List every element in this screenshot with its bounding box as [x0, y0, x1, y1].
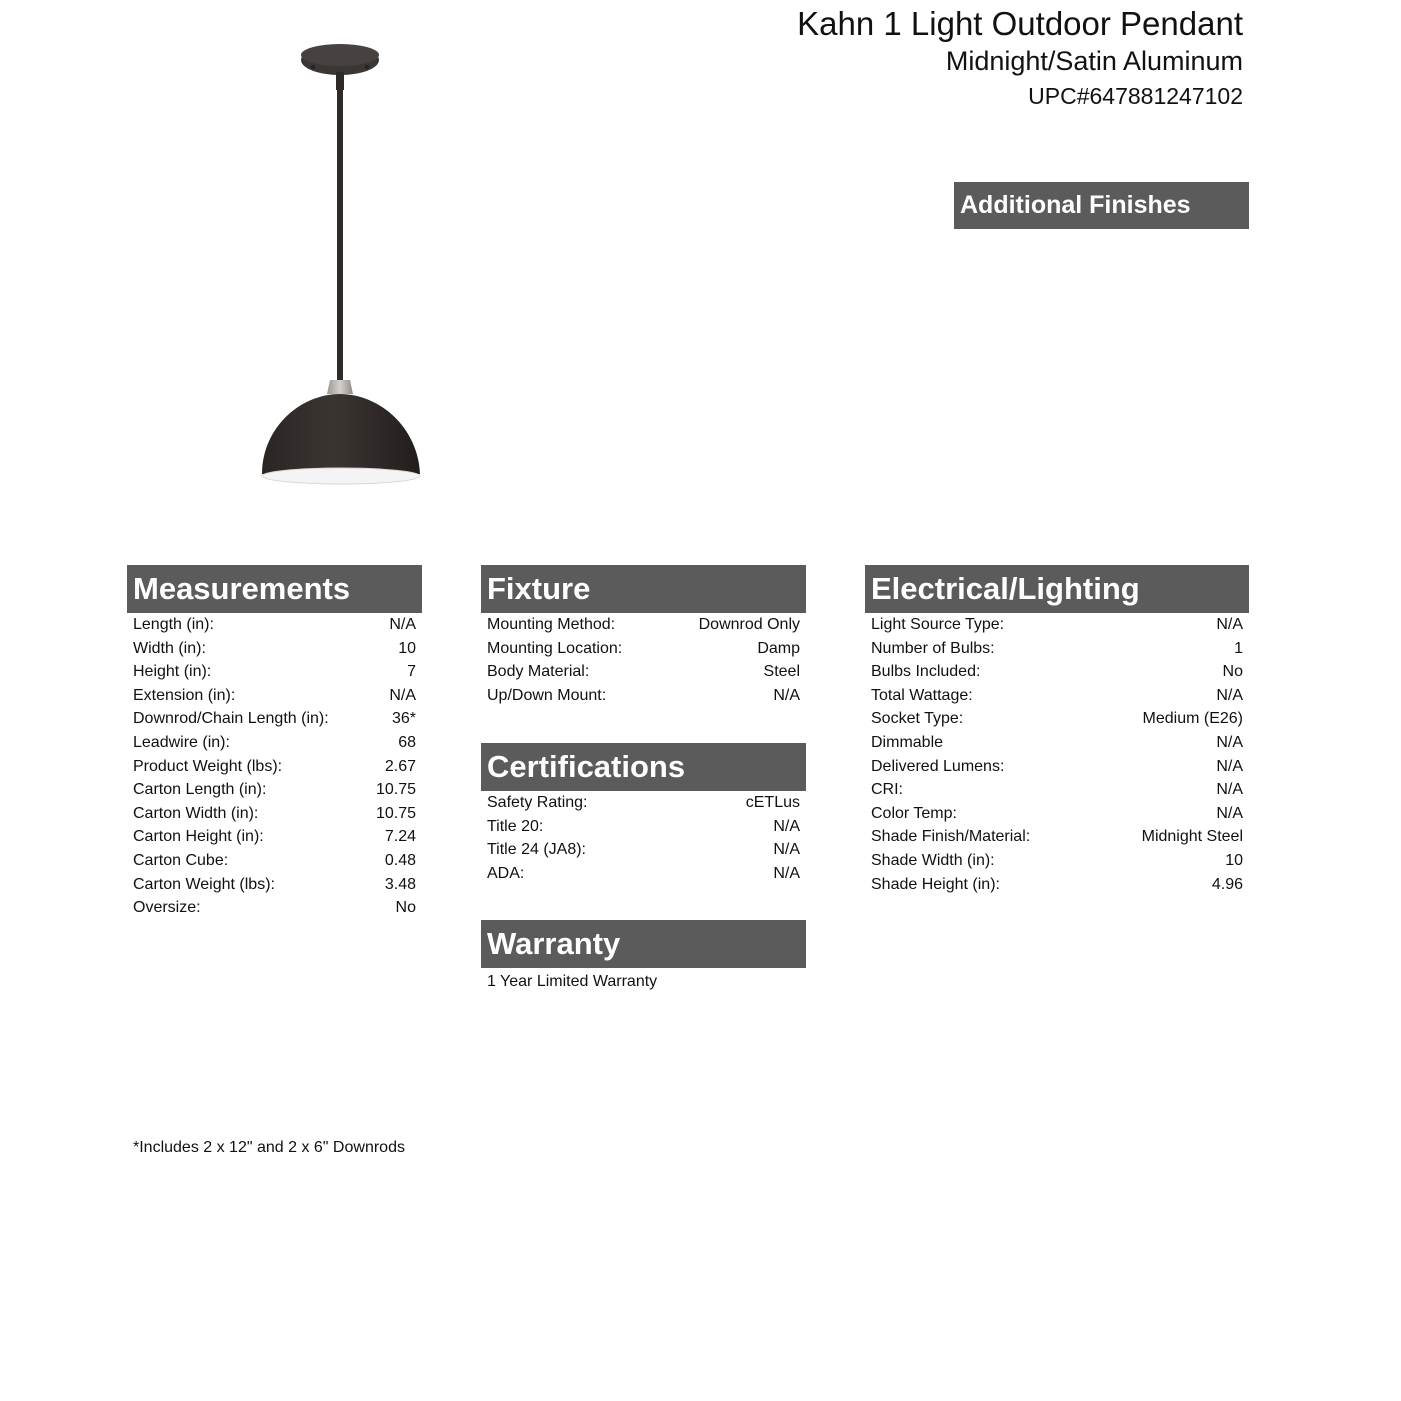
- spec-label: Safety Rating:: [487, 794, 588, 811]
- spec-label: ADA:: [487, 864, 525, 882]
- spec-value: No: [1222, 663, 1243, 681]
- spec-value: N/A: [773, 841, 800, 859]
- spec-label: Extension (in):: [133, 686, 236, 704]
- spec-label: Mounting Location:: [487, 639, 623, 657]
- spec-label: Bulbs Included:: [871, 663, 981, 681]
- spec-value: Steel: [763, 663, 800, 681]
- downrod-footnote: *Includes 2 x 12" and 2 x 6" Downrods: [133, 1139, 405, 1156]
- spec-label: Leadwire (in):: [133, 733, 230, 751]
- spec-label: Carton Cube:: [133, 851, 229, 869]
- electrical-rows: [865, 613, 1249, 896]
- spec-label: Carton Length (in):: [133, 781, 267, 799]
- spec-row: [133, 660, 416, 684]
- spec-label: Carton Height (in):: [133, 828, 264, 846]
- spec-label: Socket Type:: [871, 710, 964, 728]
- spec-value: N/A: [773, 686, 800, 704]
- spec-row: [133, 684, 416, 708]
- spec-row: [871, 873, 1243, 897]
- spec-row: [871, 802, 1243, 826]
- spec-value: N/A: [1216, 804, 1243, 822]
- title-block: [797, 4, 1243, 114]
- spec-value: No: [395, 899, 416, 917]
- spec-label: Number of Bulbs:: [871, 639, 995, 657]
- spec-value: N/A: [1216, 616, 1243, 633]
- spec-row: [487, 684, 800, 708]
- spec-row: [133, 873, 416, 897]
- spec-row: [133, 637, 416, 661]
- spec-label: Up/Down Mount:: [487, 686, 607, 704]
- spec-value: 2.67: [384, 757, 416, 775]
- spec-row: [871, 707, 1243, 731]
- spec-row: [487, 815, 800, 839]
- spec-label: Shade Height (in):: [871, 875, 1000, 893]
- product-title: Kahn 1 Light Outdoor Pendant: [797, 5, 1243, 42]
- additional-finishes-header: Additional Finishes: [954, 182, 1249, 229]
- spec-label: Height (in):: [133, 663, 212, 681]
- electrical-header: Electrical/Lighting: [865, 565, 1249, 613]
- spec-label: Downrod/Chain Length (in):: [133, 710, 329, 728]
- spec-value: 10: [1225, 851, 1243, 869]
- spec-value: 10.75: [375, 804, 416, 822]
- spec-row: [133, 707, 416, 731]
- spec-row: [133, 731, 416, 755]
- spec-row: [871, 684, 1243, 708]
- spec-value: Downrod Only: [698, 616, 800, 633]
- certifications-header: Certifications: [481, 743, 806, 791]
- spec-row: [487, 660, 800, 684]
- spec-value: N/A: [773, 817, 800, 835]
- fixture-rows: [481, 613, 806, 707]
- spec-value: 3.48: [384, 875, 416, 893]
- spec-value: cETLus: [745, 794, 800, 811]
- spec-label: Dimmable: [871, 733, 944, 751]
- product-upc: UPC#647881247102: [1028, 83, 1243, 109]
- product-image: [250, 38, 430, 488]
- spec-row: [871, 637, 1243, 661]
- spec-label: Mounting Method:: [487, 616, 616, 633]
- spec-row: [133, 849, 416, 873]
- fixture-section: [481, 565, 806, 707]
- spec-value: 36*: [391, 710, 416, 728]
- spec-row: [871, 849, 1243, 873]
- spec-label: Carton Width (in):: [133, 804, 259, 822]
- spec-label: Width (in):: [133, 639, 206, 657]
- spec-row: [133, 896, 416, 920]
- spec-row: [133, 802, 416, 826]
- spec-row: [133, 755, 416, 779]
- warranty-section: [481, 920, 806, 996]
- spec-row: [871, 778, 1243, 802]
- product-finish: Midnight/Satin Aluminum: [945, 46, 1243, 76]
- spec-row: [871, 660, 1243, 684]
- spec-value: 1: [1234, 639, 1243, 657]
- spec-value: 68: [398, 733, 416, 751]
- spec-row: [133, 613, 416, 637]
- spec-row: [487, 862, 800, 886]
- spec-label: CRI:: [871, 781, 903, 799]
- spec-value: Midnight Steel: [1141, 828, 1243, 846]
- pendant-light-icon: [250, 38, 430, 488]
- spec-label: Product Weight (lbs):: [133, 757, 283, 775]
- spec-label: Color Temp:: [871, 804, 957, 822]
- spec-row: [871, 731, 1243, 755]
- spec-label: Title 24 (JA8):: [487, 841, 586, 859]
- spec-value: N/A: [1216, 686, 1243, 704]
- spec-value: 10: [398, 639, 416, 657]
- spec-value: N/A: [773, 864, 800, 882]
- measurements-header: Measurements: [127, 565, 422, 613]
- certifications-section: [481, 743, 806, 885]
- spec-value: Damp: [757, 639, 800, 657]
- spec-value: 0.48: [384, 851, 416, 869]
- spec-value: N/A: [1216, 781, 1243, 799]
- spec-row: [487, 613, 800, 637]
- spec-value: Medium (E26): [1142, 710, 1243, 728]
- spec-row: [133, 825, 416, 849]
- electrical-section: [865, 565, 1249, 896]
- spec-value: N/A: [1216, 757, 1243, 775]
- spec-row: [871, 825, 1243, 849]
- fixture-header: Fixture: [481, 565, 806, 613]
- spec-label: Total Wattage:: [871, 686, 973, 704]
- spec-label: Light Source Type:: [871, 616, 1005, 633]
- spec-row: [871, 613, 1243, 637]
- spec-label: Length (in):: [133, 616, 214, 633]
- measurements-section: [127, 565, 422, 920]
- spec-row: [487, 637, 800, 661]
- spec-label: Oversize:: [133, 899, 201, 917]
- spec-value: 4.96: [1211, 875, 1243, 893]
- measurements-rows: [127, 613, 422, 920]
- spec-row: [133, 778, 416, 802]
- spec-label: Title 20:: [487, 817, 544, 835]
- spec-value: 7.24: [384, 828, 416, 846]
- spec-row: [871, 755, 1243, 779]
- spec-label: Carton Weight (lbs):: [133, 875, 275, 893]
- spec-label: Delivered Lumens:: [871, 757, 1005, 775]
- spec-value: N/A: [389, 686, 416, 704]
- spec-label: Body Material:: [487, 663, 590, 681]
- spec-value: 10.75: [375, 781, 416, 799]
- certifications-rows: [481, 791, 806, 885]
- spec-label: Shade Width (in):: [871, 851, 995, 869]
- spec-row: [487, 838, 800, 862]
- spec-row: [487, 791, 800, 815]
- warranty-header: Warranty: [481, 920, 806, 968]
- spec-value: N/A: [389, 616, 416, 633]
- spec-label: Shade Finish/Material:: [871, 828, 1031, 846]
- spec-value: 7: [407, 663, 416, 681]
- spec-value: N/A: [1216, 733, 1243, 751]
- warranty-text: 1 Year Limited Warranty: [487, 973, 658, 990]
